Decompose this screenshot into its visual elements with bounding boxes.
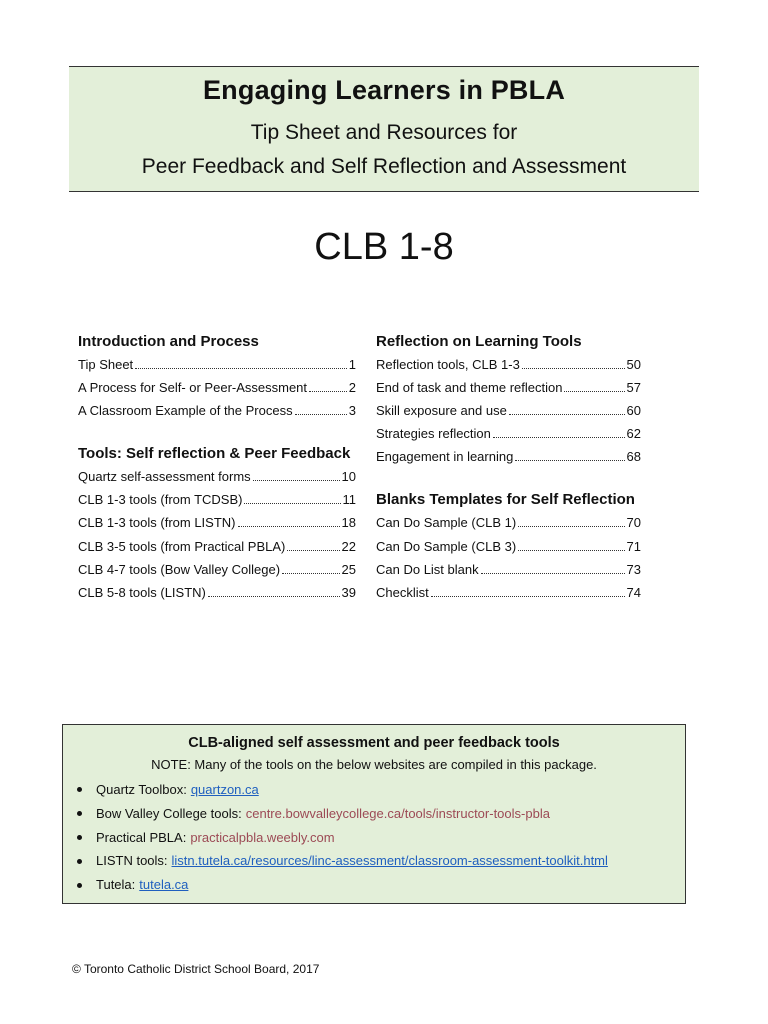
toc-entry-page: 74 [626,584,641,600]
toc-entry-title: Tip Sheet [78,357,134,372]
copyright-footer: © Toronto Catholic District School Board, 2017 [72,962,320,976]
toc-entry-title: CLB 1-3 tools (from LISTN) [78,515,236,531]
toc-right-column [376,331,641,604]
toc-entry[interactable] [376,511,641,534]
toc-entry-page: 60 [626,403,641,419]
resources-note: NOTE: Many of the tools on the below websites are compiled in this package. [151,757,597,772]
resource-item [77,778,685,802]
toc-entry[interactable] [78,488,356,511]
clb-heading: CLB 1-8 [314,226,454,268]
resource-label: LISTN tools: [96,853,168,869]
toc-leader-dots [518,526,624,527]
resource-item [77,826,685,850]
resource-link[interactable]: centre.bowvalleycollege.ca/tools/instructor-tools-pbla [245,805,550,821]
resources-title: CLB-aligned self assessment and peer feedback tools [188,735,560,751]
document-title: Engaging Learners in PBLA [202,75,566,105]
toc-entry-title: Can Do List blank [376,561,479,577]
toc-entry-page: 73 [626,561,641,577]
toc-entry-page: 2 [348,380,356,396]
resource-link[interactable]: listn.tutela.ca/resources/linc-assessment/classroom-assessment-toolkit.html [171,853,608,869]
resource-link[interactable]: practicalpbla.weebly.com [190,829,335,845]
toc-leader-dots [238,526,340,527]
bullet-icon [77,859,82,864]
toc-entry-title: A Classroom Example of the Process [78,403,293,419]
toc-entry[interactable] [376,581,641,604]
toc-entry-title: Skill exposure and use [376,403,507,419]
toc-entry[interactable] [78,558,356,581]
toc-entry-title: A Process for Self- or Peer-Assessment [78,380,308,396]
toc-leader-dots [431,596,625,597]
toc-leader-dots [135,368,347,369]
toc-entry-title: Quartz self-assessment forms [78,469,251,485]
toc-entry-title: Can Do Sample (CLB 3) [376,538,517,554]
toc-entry-page: 70 [626,515,641,531]
toc-entry-title: Reflection tools, CLB 1-3 [376,357,520,372]
toc-leader-dots [564,391,624,392]
toc-entry-page: 68 [626,449,641,465]
toc-leader-dots [518,550,624,551]
resource-item [77,873,685,897]
document-subtitle-line2: Peer Feedback and Self Reflection and Assessment [141,155,627,178]
toc-entry[interactable] [376,558,641,581]
toc-entry-page: 11 [342,492,356,508]
toc-entry-title: CLB 1-3 tools (from TCDSB) [78,492,243,508]
toc-entry-page: 3 [348,403,356,419]
resource-label: Bow Valley College tools: [96,805,242,821]
toc-leader-dots [244,503,340,504]
bullet-icon [77,811,82,816]
bullet-icon [77,787,82,792]
toc-entry[interactable] [376,535,641,558]
toc-entry-page: 1 [348,357,356,372]
resource-label: Practical PBLA: [96,829,187,845]
toc-entry-page: 57 [626,380,641,396]
toc-entry[interactable] [376,376,641,399]
toc-section-heading: Blanks Templates for Self Reflection [376,491,635,509]
bullet-icon [77,883,82,888]
toc-leader-dots [208,596,340,597]
toc-section-heading: Tools: Self reflection & Peer Feedback [78,445,351,463]
toc-entry-title: Strategies reflection [376,426,491,442]
toc-entry[interactable] [78,465,356,488]
resource-label: Tutela: [96,877,136,893]
resources-box [62,724,686,904]
toc-entry-title: CLB 5-8 tools (LISTN) [78,584,206,600]
resource-item [77,802,685,826]
toc-entry-title: Can Do Sample (CLB 1) [376,515,517,531]
toc-entry-page: 39 [341,584,356,600]
toc-leader-dots [295,414,347,415]
toc-entry[interactable] [376,353,641,376]
toc-entry[interactable] [78,399,356,422]
toc-leader-dots [481,573,625,574]
bullet-icon [77,835,82,840]
title-banner [69,66,699,192]
toc-entry-page: 25 [341,561,356,577]
document-subtitle-line1: Tip Sheet and Resources for [250,121,518,144]
toc-entry[interactable] [376,399,641,422]
resource-label: Quartz Toolbox: [96,782,187,797]
toc-entry-page: 22 [341,538,356,554]
toc-entry-page: 18 [341,515,356,531]
toc-entry-title: Checklist [376,584,429,600]
resource-link[interactable]: tutela.ca [139,877,189,893]
toc-leader-dots [509,414,625,415]
toc-left-column [78,331,356,604]
toc-entry-title: End of task and theme reflection [376,380,563,396]
toc-leader-dots [522,368,625,369]
toc-entry-title: Engagement in learning [376,449,514,465]
toc-leader-dots [309,391,347,392]
toc-entry[interactable] [376,422,641,445]
toc-entry[interactable] [78,581,356,604]
toc-leader-dots [287,550,339,551]
toc-entry-page: 10 [341,469,356,485]
toc-entry[interactable] [78,376,356,399]
toc-entry[interactable] [78,353,356,376]
toc-leader-dots [493,437,625,438]
toc-entry-page: 62 [626,426,641,442]
toc-leader-dots [282,573,339,574]
toc-entry[interactable] [78,511,356,534]
resources-list [63,778,685,897]
toc-leader-dots [253,480,340,481]
toc-entry-title: CLB 4-7 tools (Bow Valley College) [78,561,281,577]
toc-entry-title: CLB 3-5 tools (from Practical PBLA) [78,538,286,554]
resource-item [77,849,685,873]
toc-leader-dots [515,460,624,461]
toc-entry-page: 71 [626,538,641,554]
toc-section-heading: Reflection on Learning Tools [376,333,582,350]
toc-entry[interactable] [376,445,641,468]
toc-entry[interactable] [78,535,356,558]
toc-entry-page: 50 [626,357,641,372]
resource-link[interactable]: quartzon.ca [190,782,259,797]
toc-section-heading: Introduction and Process [78,333,259,350]
